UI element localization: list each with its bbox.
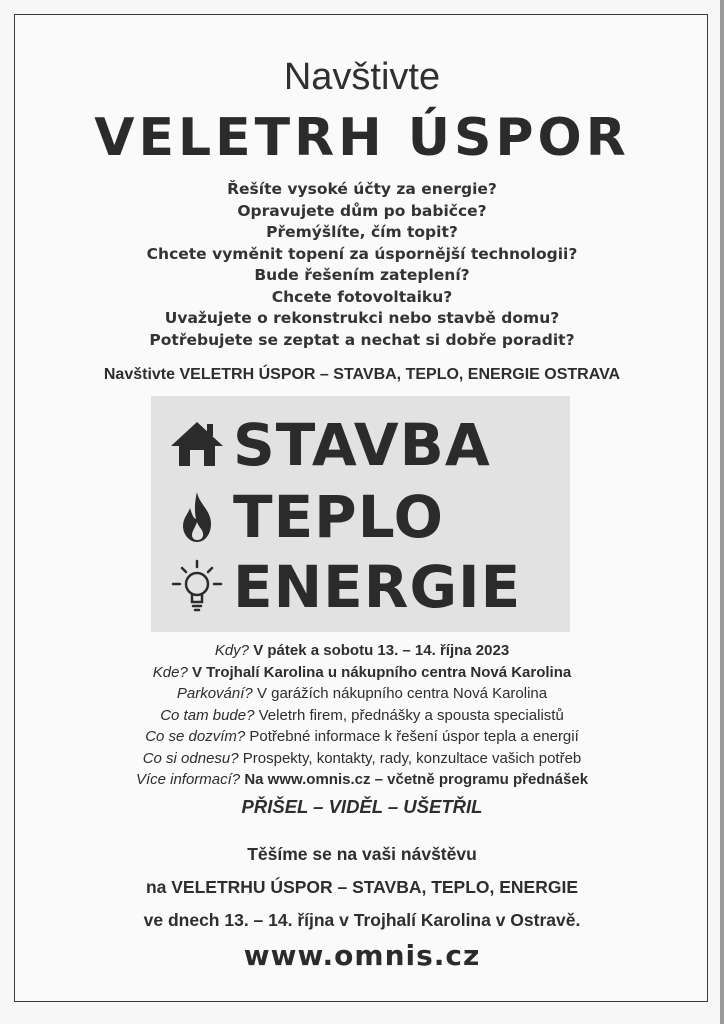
info-question: Co si odnesu? bbox=[142, 749, 239, 767]
info-answer: V Trojhalí Karolina u nákupního centra Nová Karolina bbox=[191, 663, 572, 681]
logo-word-stavba: STAVBA bbox=[233, 411, 491, 479]
info-answer: Prospekty, kontakty, rady, konzultace vašich potřeb bbox=[242, 749, 582, 767]
info-question: Více informací? bbox=[135, 771, 241, 788]
info-answer: V garážích nákupního centra Nová Karolina bbox=[256, 685, 548, 702]
page-title: VELETRH ÚSPOR bbox=[94, 108, 630, 168]
question-line: Řešíte vysoké účty za energie? bbox=[227, 180, 497, 198]
intro-text: Navštivte bbox=[283, 56, 441, 98]
website-url: www.omnis.cz bbox=[243, 939, 481, 972]
question-line: Bude řešením zateplení? bbox=[254, 266, 470, 284]
logo-row-teplo bbox=[151, 482, 570, 552]
info-question: Co se dozvím? bbox=[145, 728, 246, 745]
logo-word-teplo: TEPLO bbox=[233, 483, 444, 551]
closing-line: Těšíme se na vaši návštěvu bbox=[247, 844, 477, 864]
info-line bbox=[0, 769, 724, 791]
info-line bbox=[0, 726, 724, 748]
info-answer: Na www.omnis.cz – včetně programu přednášek bbox=[244, 771, 589, 788]
question-line: Potřebujete se zeptat a nechat si dobře poradit? bbox=[149, 330, 575, 349]
info-answer: Veletrh firem, přednášky a spousta specialistů bbox=[258, 706, 564, 724]
closing-text bbox=[0, 838, 724, 937]
questions-list bbox=[0, 179, 724, 351]
event-info bbox=[0, 640, 724, 791]
logo-row-energie bbox=[151, 552, 570, 622]
info-line bbox=[0, 748, 724, 770]
info-question: Co tam bude? bbox=[160, 706, 255, 724]
question-line: Opravujete dům po babičce? bbox=[237, 201, 487, 220]
info-line bbox=[0, 640, 724, 662]
slogan: PŘIŠEL – VIDĚL – UŠETŘIL bbox=[241, 796, 483, 817]
visit-line: Navštivte VELETRH ÚSPOR – STAVBA, TEPLO, ENERGIE OSTRAVA bbox=[103, 366, 621, 383]
info-line bbox=[0, 683, 724, 705]
closing-line: na VELETRHU ÚSPOR – STAVBA, TEPLO, ENERGIE bbox=[145, 877, 579, 897]
info-line bbox=[0, 662, 724, 684]
question-line: Uvažujete o rekonstrukci nebo stavbě domu? bbox=[164, 309, 560, 327]
logo-row-stavba bbox=[151, 410, 570, 480]
event-logo bbox=[151, 396, 570, 632]
house-icon bbox=[169, 416, 225, 472]
info-answer: Potřebné informace k řešení úspor tepla a energií bbox=[249, 728, 579, 745]
question-line: Chcete vyměnit topení za úspornější technologii? bbox=[146, 244, 578, 263]
flame-icon bbox=[169, 488, 225, 544]
info-answer: V pátek a sobotu 13. – 14. října 2023 bbox=[253, 642, 510, 659]
info-question: Kde? bbox=[152, 663, 188, 681]
info-question: Parkování? bbox=[176, 685, 253, 702]
question-line: Chcete fotovoltaiku? bbox=[271, 287, 453, 306]
info-line bbox=[0, 705, 724, 727]
lightbulb-icon bbox=[169, 558, 225, 614]
closing-line: ve dnech 13. – 14. října v Trojhalí Karolina v Ostravě. bbox=[143, 910, 581, 930]
question-line: Přemýšlíte, čím topit? bbox=[266, 223, 458, 241]
info-question: Kdy? bbox=[214, 642, 250, 659]
logo-word-energie: ENERGIE bbox=[233, 553, 522, 621]
